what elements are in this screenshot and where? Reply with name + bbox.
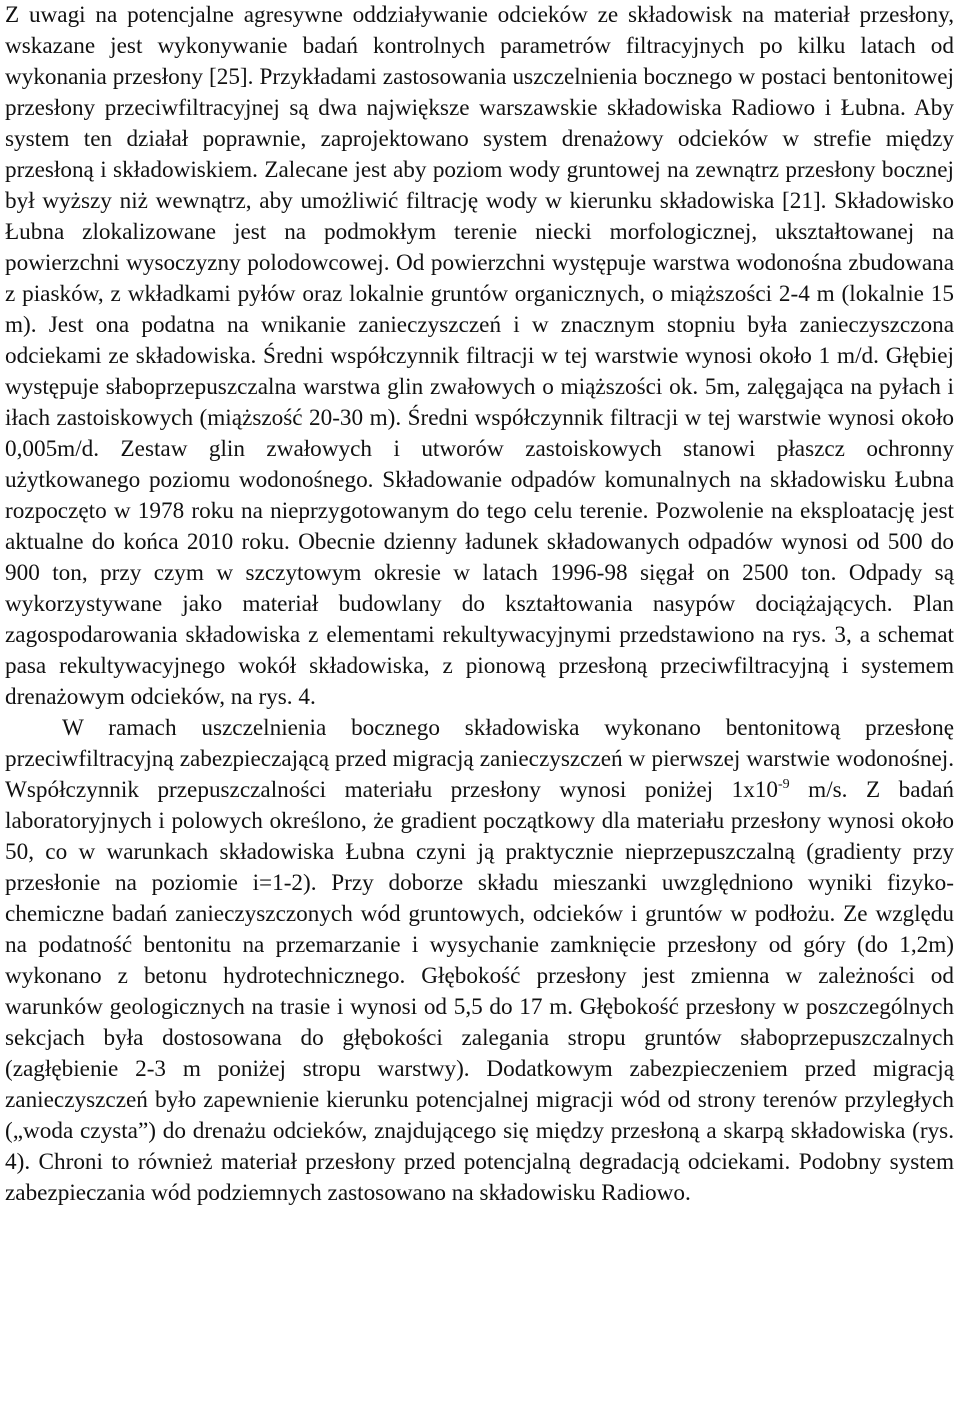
paragraph-2-text-before-superscript: W ramach uszczelnienia bocznego składowiska wykonano bentonitową przesłonę przeciwfiltracyjną zabezpieczającą przed migracją zanieczyszczeń w pierwszej warstwie wodonośnej. Współczynnik przepuszczalności materiału przesłony wynosi poniżej 1x10 (5, 715, 954, 803)
paragraph-1 (5, 0, 954, 713)
paragraph-2-text-after-superscript: m/s. Z badań laboratoryjnych i polowych określono, że gradient początkowy dla materiału przesłony wynosi około 50, co w warunkach składowiska Łubna czyni ją praktycznie nieprzepuszczalną (gradienty przy przesłonie na poziomie i=1-2). Przy doborze składu mieszanki uwzględniono wyniki fizyko-chemiczne badań zanieczyszczonych wód gruntowych, odcieków i gruntów w podłożu. Ze względu na podatność bentonitu na przemarzanie i wysychanie zamknięcie przesłony od góry (do 1,2m) wykonano z betonu hydrotechnicznego. Głębokość przesłony jest zmienna w zależności od warunków geologicznych na trasie i wynosi od 5,5 do 17 m. Głębokość przesłony w poszczególnych sekcjach była dostosowana do głębokości zalegania stropu gruntów słaboprzepuszczalnych (zagłębienie 2-3 m poniżej stropu warstwy). Dodatkowym zabezpieczeniem przed migracją zanieczyszczeń było zapewnienie kierunku potencjalnej migracji wód od strony terenów przyległych („woda czysta”) do drenażu odcieków, znajdującego się między przesłoną a skarpą składowiska (rys. 4). Chroni to również materiał przesłony przed potencjalną degradacją odciekami. Podobny system zabezpieczania wód podziemnych zastosowano na składowisku Radiowo. (5, 777, 955, 1206)
paragraph-1-text: Z uwagi na potencjalne agresywne oddziaływanie odcieków ze składowisk na materiał przesłony, wskazane jest wykonywanie badań kontrolnych parametrów filtracyjnych po kilku latach od wykonania przesłony [25]. Przykładami zastosowania uszczelnienia bocznego w postaci bentonitowej przesłony przeciwfiltracyjnej są dwa największe warszawskie składowiska Radiowo i Łubna. Aby system ten działał poprawnie, zaprojektowano system drenażowy odcieków w strefie między przesłoną i składowiskiem. Zalecane jest aby poziom wody gruntowej na zewnątrz przesłony bocznej był wyższy niż wewnątrz, aby umożliwić filtrację wody w kierunku składowiska [21]. Składowisko Łubna zlokalizowane jest na podmokłym terenie niecki morfologicznej, ukształtowanej na powierzchni wysoczyzny polodowcowej. Od powierzchni występuje warstwa wodonośna zbudowana z piasków, z wkładkami pyłów oraz lokalnie gruntów organicznych, o miąższości 2-4 m (lokalnie 15 m). Jest ona podatna na wnikanie zanieczyszczeń i w znacznym stopniu była zanieczyszczona odciekami ze składowiska. Średni współczynnik filtracji w tej warstwie wynosi około 1 m/d. Głębiej występuje słaboprzepuszczalna warstwa glin zwałowych o miąższości ok. 5m, zalęgająca na pyłach i iłach zastoiskowych (miąższość 20-30 m). Średni współczynnik filtracji w tej warstwie wynosi około 0,005m/d. Zestaw glin zwałowych i utworów zastoiskowych stanowi płaszcz ochronny użytkowanego poziomu wodonośnego. Składowanie odpadów komunalnych na składowisku Łubna rozpoczęto w 1978 roku na nieprzygotowanym do tego celu terenie. Pozwolenie na eksploatację jest aktualne do końca 2010 roku. Obecnie dzienny ładunek składowanych odpadów wynosi od 500 do 900 ton, przy czym w szczytowym okresie w latach 1996-98 sięgał on 2500 ton. Odpady są wykorzystywane jako materiał budowlany do kształtowania nasypów dociążających. Plan zagospodarowania składowiska z elementami rekultywacyjnymi przedstawiono na rys. 3, a schemat pasa rekultywacyjnego wokół składowiska, z pionową przesłoną przeciwfiltracyjną i systemem drenażowym odcieków, na rys. 4. (5, 2, 954, 710)
exponent-superscript: -9 (777, 777, 790, 792)
paragraph-2 (5, 713, 954, 1209)
